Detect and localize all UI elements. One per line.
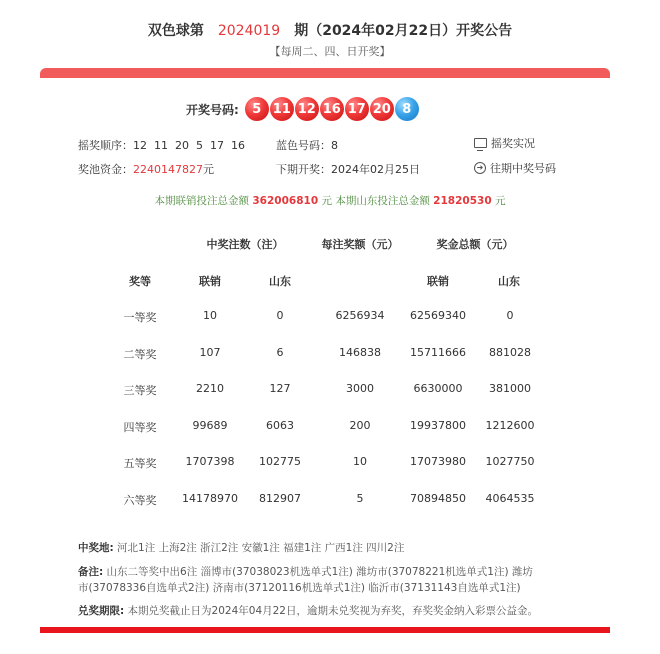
winner-regions-label: 中奖地: [78, 542, 114, 554]
total-shandong: 0 [506, 309, 514, 322]
winner-regions [78, 540, 578, 556]
count-shandong: 102775 [259, 455, 301, 468]
count-national: 14178970 [182, 491, 238, 505]
count-shandong: 812907 [259, 491, 301, 505]
draw-order [78, 137, 245, 153]
blue-number-label: 蓝色号码： [276, 139, 331, 152]
total-national: 19937800 [410, 418, 466, 432]
header-per-prize: 每注奖额（元） [321, 238, 399, 251]
total-shandong: 881028 [489, 345, 531, 359]
header-count-national: 联销 [199, 275, 221, 288]
national-sales-value: 362006810 [252, 195, 319, 207]
issue-number: 2024019 [217, 23, 281, 39]
per-prize: 146838 [339, 345, 381, 359]
per-prize: 6256934 [335, 309, 385, 322]
count-shandong: 6063 [266, 418, 294, 432]
monitor-icon [474, 138, 487, 148]
shandong-sales-unit: 元 [494, 195, 506, 207]
count-shandong: 0 [276, 309, 284, 322]
prize-level: 一等奖 [123, 311, 157, 324]
jackpot-unit: 元 [203, 163, 214, 176]
next-draw-value: 2024年02月25日 [331, 163, 420, 176]
header-total-shandong: 山东 [498, 275, 520, 288]
draw-schedule: 【每周二、四、日开奖】 [269, 45, 391, 58]
header-count-shandong: 山东 [269, 275, 291, 288]
winner-regions-text: 河北1注 上海2注 浙江2注 安徽1注 福建1注 广西1注 四川2注 [117, 542, 405, 554]
total-national: 62569340 [410, 309, 466, 322]
winning-numbers-label: 开奖号码: [186, 102, 239, 117]
per-prize: 3000 [346, 382, 374, 395]
count-national: 107 [199, 345, 221, 359]
claim-deadline [78, 603, 598, 619]
total-national: 17073980 [410, 455, 466, 468]
page-title [0, 20, 660, 40]
title-suffix: 期（2024年02月22日）开奖公告 [294, 23, 513, 39]
winning-numbers [186, 96, 420, 122]
remark-label: 备注: [78, 566, 104, 578]
prize-level: 六等奖 [123, 493, 157, 507]
count-shandong: 127 [269, 382, 291, 395]
total-shandong: 4064535 [485, 491, 535, 505]
jackpot-pool [78, 161, 214, 177]
bottom-divider-bar [40, 627, 610, 633]
remark [78, 564, 538, 596]
blue-number-value: 8 [331, 139, 338, 152]
total-national: 70894850 [410, 491, 466, 505]
next-draw-label: 下期开奖： [276, 163, 331, 176]
prize-level: 五等奖 [123, 457, 157, 470]
next-draw [276, 161, 420, 177]
national-sales-label: 本期联销投注总金额 [154, 195, 250, 207]
per-prize: 200 [349, 418, 371, 432]
prize-level: 二等奖 [123, 347, 157, 361]
remark-text: 山东二等奖中出6注 淄博市(37038023机选单式1注) 潍坊市(37078221机选单式1注) 潍坊市(37078336自选单式2注) 济南市(37120116机选单式1注) 临沂市(37131143自选单式1注) [78, 566, 533, 594]
draw-order-label: 摇奖顺序： [78, 139, 133, 152]
jackpot-label: 奖池资金： [78, 163, 133, 176]
history-link[interactable] [474, 160, 556, 176]
blue-number [276, 137, 338, 153]
title-prefix: 双色球第 [147, 23, 204, 39]
total-national: 6630000 [413, 382, 463, 395]
header-win-count: 中奖注数（注） [206, 238, 284, 251]
blue-ball: 8 [395, 97, 419, 121]
count-national: 1707398 [185, 455, 235, 468]
sales-summary [0, 193, 660, 208]
claim-deadline-text: 本期兑奖截止日为2024年04月22日，逾期未兑奖视为弃奖，弃奖奖金纳入彩票公益金。 [127, 605, 538, 617]
per-prize: 5 [356, 491, 364, 505]
national-sales-unit: 元 [321, 195, 332, 207]
count-shandong: 6 [276, 345, 284, 359]
claim-deadline-label: 兑奖期限: [78, 605, 125, 617]
count-national: 2210 [196, 382, 224, 395]
history-link-label[interactable]: 往期中奖号码 [490, 162, 556, 175]
red-ball: 11 [270, 97, 294, 121]
count-national: 10 [203, 309, 217, 322]
jackpot-value: 2240147827 [133, 163, 203, 176]
red-ball: 12 [295, 97, 319, 121]
top-divider-bar [40, 68, 610, 78]
total-national: 15711666 [410, 345, 466, 359]
header-level: 奖等 [129, 275, 151, 288]
shandong-sales-label: 本期山东投注总金额 [335, 195, 430, 207]
live-draw-label[interactable]: 摇奖实况 [491, 137, 535, 150]
total-shandong: 381000 [489, 382, 531, 395]
total-shandong: 1027750 [485, 455, 535, 468]
header-total-national: 联销 [427, 275, 449, 288]
shandong-sales-value: 21820530 [433, 195, 492, 207]
red-ball: 16 [320, 97, 344, 121]
header-total-prize: 奖金总额（元） [436, 238, 514, 251]
count-national: 99689 [192, 418, 228, 432]
red-ball: 5 [245, 97, 269, 121]
red-ball: 20 [370, 97, 394, 121]
draw-order-value: 12 11 20 5 17 16 [133, 139, 245, 152]
prize-level: 四等奖 [123, 420, 157, 434]
arrow-right-icon: ➜ [474, 162, 486, 174]
red-ball: 17 [345, 97, 369, 121]
live-draw-link[interactable] [474, 135, 535, 151]
per-prize: 10 [353, 455, 367, 468]
total-shandong: 1212600 [485, 418, 535, 432]
prize-level: 三等奖 [123, 384, 157, 397]
